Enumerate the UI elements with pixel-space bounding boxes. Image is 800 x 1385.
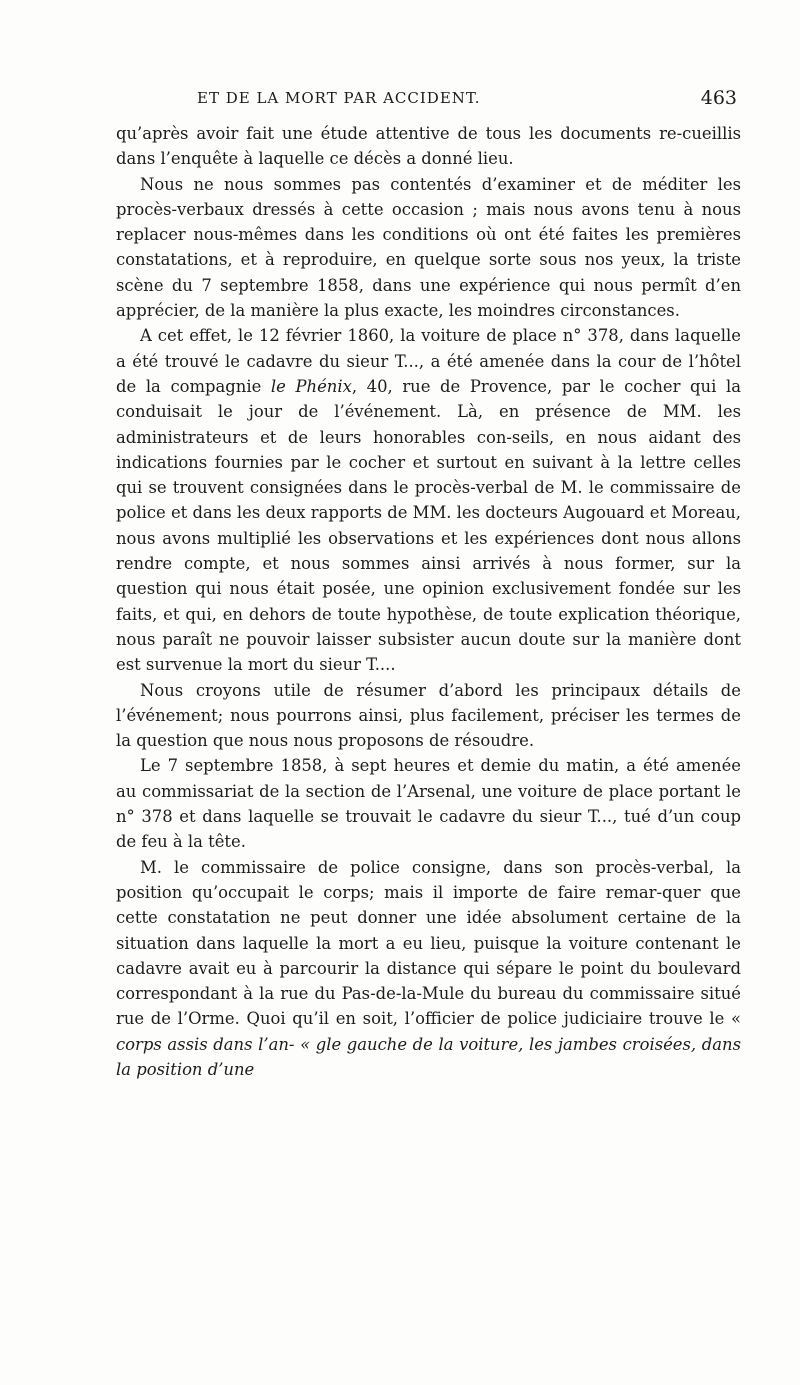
paragraph-experiment-rest: , 40, rue de Provence, par le cocher qui la conduisait le jour de l’événement. Là, en présence de MM. les administrateurs et de leurs honorables con-seils, en nous aidant des indications fournies par le cocher et surtout en suivant à la lettre celles qui se trouvent consignées dans le procès-verbal de M. le commissaire de police et dans les deux rapports de MM. les docteurs Augouard et Moreau, nous avons multiplié les observations et les expériences dont nous allons rendre compte, et nous sommes ainsi arrivés à nous former, sur la question qui nous était posée, une opinion exclusivement fondée sur les faits, et qui, en dehors de toute hypothèse, de toute explication théorique, nous paraît ne pouvoir laisser subsister aucun doute sur la manière dont est survenue la mort du sieur T.... xyxy=(116,376,741,675)
paragraph-experiment xyxy=(116,323,741,677)
paragraph-commissaire xyxy=(116,855,741,1083)
running-title: ET DE LA MORT PAR ACCIDENT. xyxy=(197,89,481,107)
company-name: le Phénix xyxy=(270,376,352,396)
body-text xyxy=(116,121,741,1082)
paragraph-summary: Nous croyons utile de résumer d’abord les principaux détails de l’événement; nous pourrons ainsi, plus facilement, préciser les termes de la question que nous nous proposons de résoudre. xyxy=(116,680,741,751)
paragraph-continuation: qu’après avoir fait une étude attentive de tous les documents re-cueillis dans l’enquête à laquelle ce décès a donné lieu. xyxy=(116,124,741,169)
paragraph-commissaire-text: M. le commissaire de police consigne, dans son procès-verbal, la position qu’occupait le corps; mais il importe de faire remar-quer que cette constatation ne peut donner une idée absolument certaine de la situation dans laquelle la mort a eu lieu, puisque la voiture contenant le cadavre avait eu à parcourir la distance qui sépare le point du boulevard correspondant à la rue du Pas-de-la-Mule du bureau du commissaire situé rue de l’Orme. Quoi qu’il en soit, l’officier de police judiciaire trouve le « xyxy=(116,857,741,1029)
page-number: 463 xyxy=(700,87,737,109)
paragraph-event: Le 7 septembre 1858, à sept heures et demie du matin, a été amenée au commissariat de la section de l’Arsenal, une voiture de place portant le n° 378 et dans laquelle se trouvait le cadavre du sieur T..., tué d’un coup de feu à la tête. xyxy=(116,756,741,852)
quoted-observation: corps assis dans l’an- « gle gauche de la voiture, les jambes croisées, dans la position d’une xyxy=(116,1034,741,1079)
running-header xyxy=(117,87,737,111)
paragraph-method: Nous ne nous sommes pas contentés d’examiner et de méditer les procès-verbaux dressés à cette occasion ; mais nous avons tenu à nous replacer nous-mêmes dans les conditions où ont été faites les premières constatations, et à reproduire, en quelque sorte sous nos yeux, la triste scène du 7 septembre 1858, dans une expérience qui nous permît d’en apprécier, de la manière la plus exacte, les moindres circonstances. xyxy=(116,174,741,321)
paragraph-experiment-start: A cet effet, le 12 février 1860, la voiture de place n° 378, dans laquelle a été trouvé le cadavre du sieur T..., a été amenée dans la cour de l’hôtel de la compagnie xyxy=(116,326,741,396)
